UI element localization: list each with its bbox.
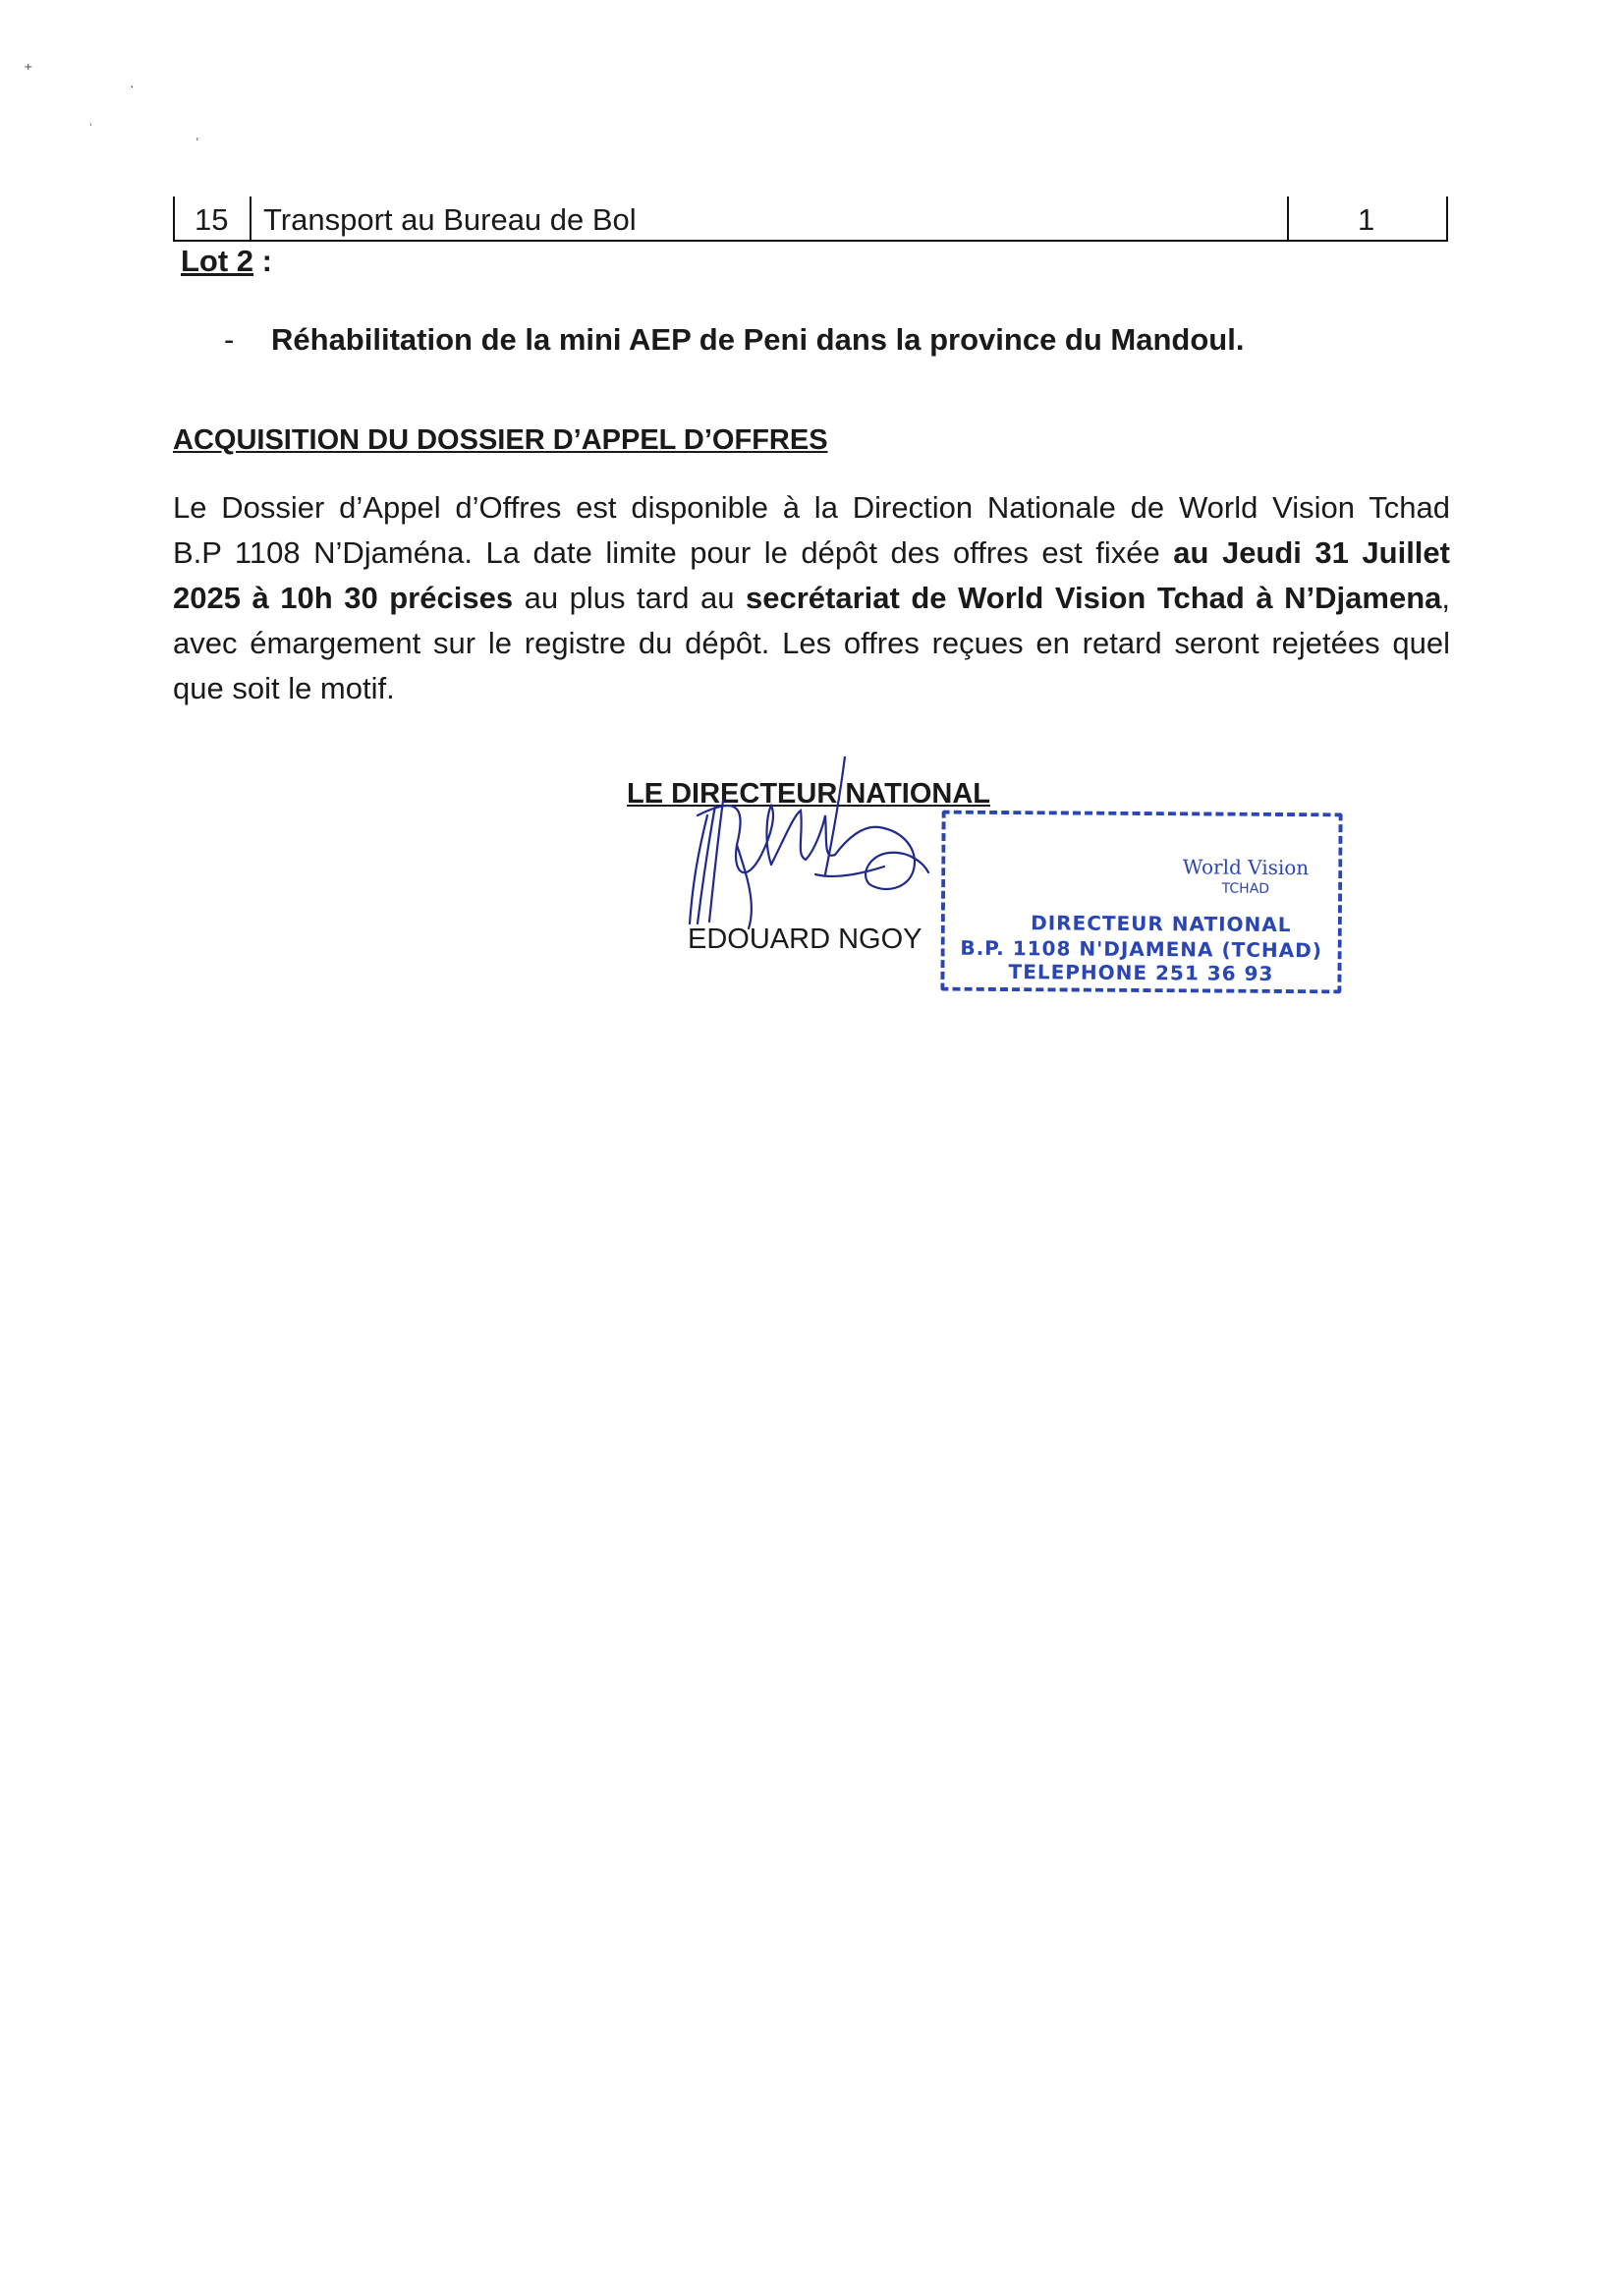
paragraph-line: [173, 621, 1450, 666]
table-cell-number: 15: [195, 202, 229, 237]
text-run: Le Dossier d’Appel d’Offres est disponible à la Direction Nationale de World Vision Tchad: [173, 490, 1450, 525]
table-cell-description: Transport au Bureau de Bol: [263, 202, 637, 237]
lot-suffix: :: [253, 244, 272, 278]
stamp-line-phone: TELEPHONE 251 36 93: [1008, 960, 1274, 985]
stamp-line-address: B.P. 1108 N'DJAMENA (TCHAD): [960, 935, 1323, 963]
text-run: ,: [1441, 581, 1450, 615]
official-stamp: [940, 811, 1342, 994]
stamp-org: World Vision: [1182, 855, 1310, 880]
text-run: que soit le motif.: [173, 671, 395, 705]
stamp-line-title: DIRECTEUR NATIONAL: [1031, 911, 1292, 937]
table-border: [250, 196, 252, 240]
table-border: [173, 196, 175, 240]
scan-speck: ʿ: [195, 137, 200, 153]
paragraph-line: [173, 576, 1450, 621]
table-row: [173, 196, 1448, 242]
signatory-name: EDOUARD NGOY: [688, 924, 922, 955]
lot-label: Lot 2: [181, 244, 254, 278]
signatory-title: LE DIRECTEUR NATIONAL: [627, 778, 991, 810]
scan-speck: ·: [130, 78, 135, 93]
table-border: [1287, 196, 1289, 240]
scan-speck: ʾ: [88, 121, 93, 137]
stamp-sub: TCHAD: [1221, 880, 1270, 897]
bold-run: 2025 à 10h 30 précises: [173, 581, 514, 615]
table-border: [1446, 196, 1448, 240]
text-run: avec émargement sur le registre du dépôt. Les offres reçues en retard seront rejetées quel: [173, 626, 1450, 660]
bullet-dash: -: [224, 322, 235, 357]
scan-speck: ⁺: [24, 60, 33, 80]
paragraph-line: [173, 485, 1450, 531]
section-paragraph: [173, 485, 1450, 711]
bold-run: au Jeudi 31 Juillet: [1173, 535, 1450, 570]
text-run: au plus tard au: [513, 581, 746, 615]
bold-run: secrétariat de World Vision Tchad à N’Djamena: [746, 581, 1442, 615]
section-heading: ACQUISITION DU DOSSIER D’APPEL D’OFFRES: [173, 424, 828, 456]
text-run: B.P 1108 N’Djaména. La date limite pour le dépôt des offres est fixée: [173, 535, 1174, 570]
lot-heading: [181, 244, 272, 279]
table-cell-quantity: 1: [1358, 202, 1375, 237]
paragraph-line: [173, 531, 1450, 576]
paragraph-line: [173, 666, 1450, 711]
bullet-item: Réhabilitation de la mini AEP de Peni dans la province du Mandoul.: [271, 322, 1245, 357]
